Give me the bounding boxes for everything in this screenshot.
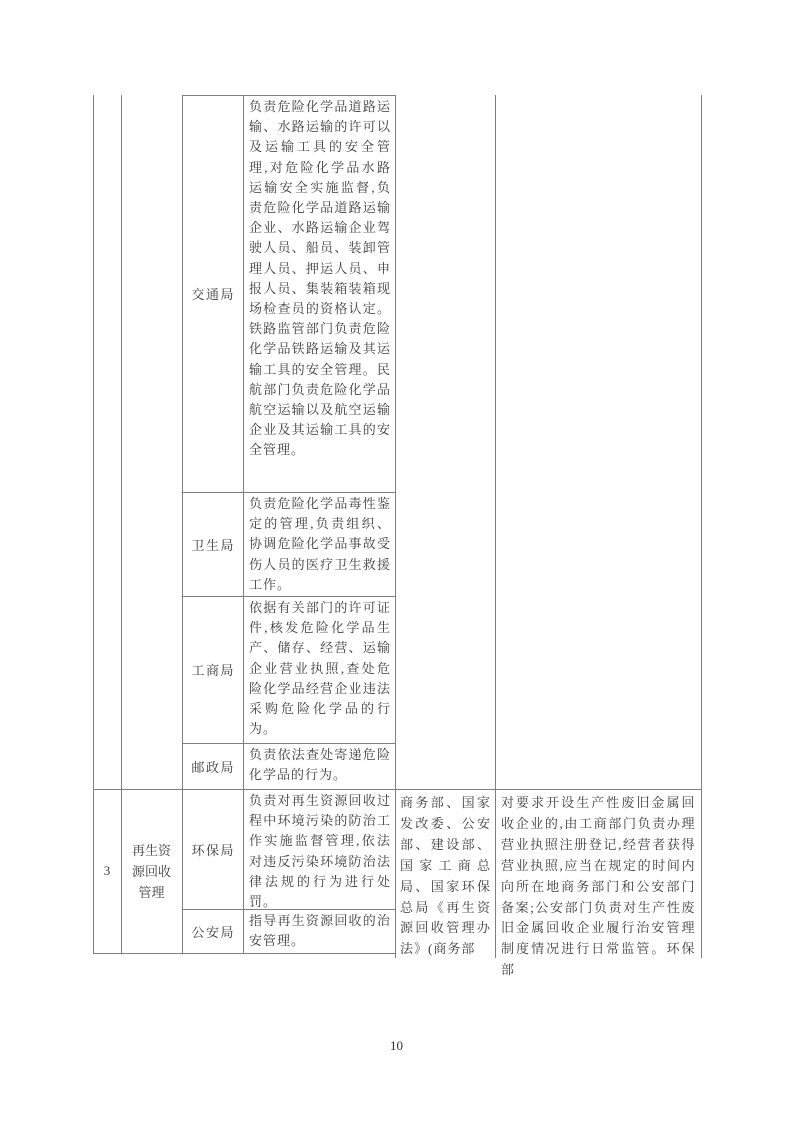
duty-text-environment-bureau: 负责对再生资源回收过程中环境污染的防治工作实施监督管理,依法对违反污染环境防治法律法规的行为进行处罚。 bbox=[249, 793, 391, 910]
department-name-public-security-bureau bbox=[182, 909, 243, 953]
row3-category: 再生资源回收管理 bbox=[131, 842, 171, 900]
grid-line-bottom bbox=[93, 953, 396, 954]
department-name-postal-bureau bbox=[182, 743, 243, 789]
duty-text-transport-bureau: 负责危险化学品道路运输、水路运输的许可以及运输工具的安全管理,对危险化学品水路运输安全实施监督,负责危险化学品道路运输企业、水路运输企业驾驶人员、船员、装卸管理人员、押运人员、申报人员、集装箱装箱现场检查员的资格认定。铁路监管部门负责危险化学品铁路运输及其运输工具的安全管理。民航部门负责危险化学品航空运输以及航空运输企业及其运输工具的安全管理。 bbox=[249, 99, 391, 458]
duty-text-public-security-bureau: 指导再生资源回收的治安管理。 bbox=[249, 913, 391, 949]
page-number: 10 bbox=[390, 1038, 403, 1053]
duty-text-industry-commerce-bureau: 依据有关部门的许可证件,核发危险化学品生产、储存、经营、运输企业营业执照,查处危险化学品经营企业违法采购危险化学品的行为。 bbox=[249, 600, 391, 737]
department-name-transport-bureau bbox=[182, 95, 243, 492]
department-name-health-bureau bbox=[182, 492, 243, 596]
row3-serial-number: 3 bbox=[103, 863, 111, 878]
department-label: 环保局 bbox=[191, 842, 235, 858]
grid-line-vertical-7 bbox=[701, 95, 702, 958]
duty-text-postal-bureau: 负责依法查处寄递危险化学品的行为。 bbox=[249, 747, 391, 783]
department-label: 公安局 bbox=[191, 924, 235, 940]
department-label: 工商局 bbox=[191, 663, 235, 678]
department-label: 邮政局 bbox=[191, 759, 235, 775]
department-name-environment-bureau bbox=[182, 789, 243, 909]
duty-text-health-bureau: 负责危险化学品毒性鉴定的管理,负责组织、协调危险化学品事故受伤人员的医疗卫生救援工作。 bbox=[249, 496, 391, 592]
department-label: 交通局 bbox=[191, 287, 235, 302]
row3-duty-division: 对要求开设生产性废旧金属回收企业的,由工商部门负责办理营业执照注册登记,经营者获得营业执照,应当在规定的时间内向所在地商务部门和公安部门备案;公安部门负责对生产性废旧金属回收企业履行治安管理制度情况进行日常监管。环保部 bbox=[501, 795, 696, 978]
row3-legal-basis: 商务部、国家发改委、公安部、建设部、国家工商总局、国家环保总局《再生资源回收管理办法》(商务部 bbox=[400, 795, 491, 957]
department-name-industry-commerce-bureau bbox=[182, 596, 243, 743]
department-label: 卫生局 bbox=[191, 537, 235, 553]
